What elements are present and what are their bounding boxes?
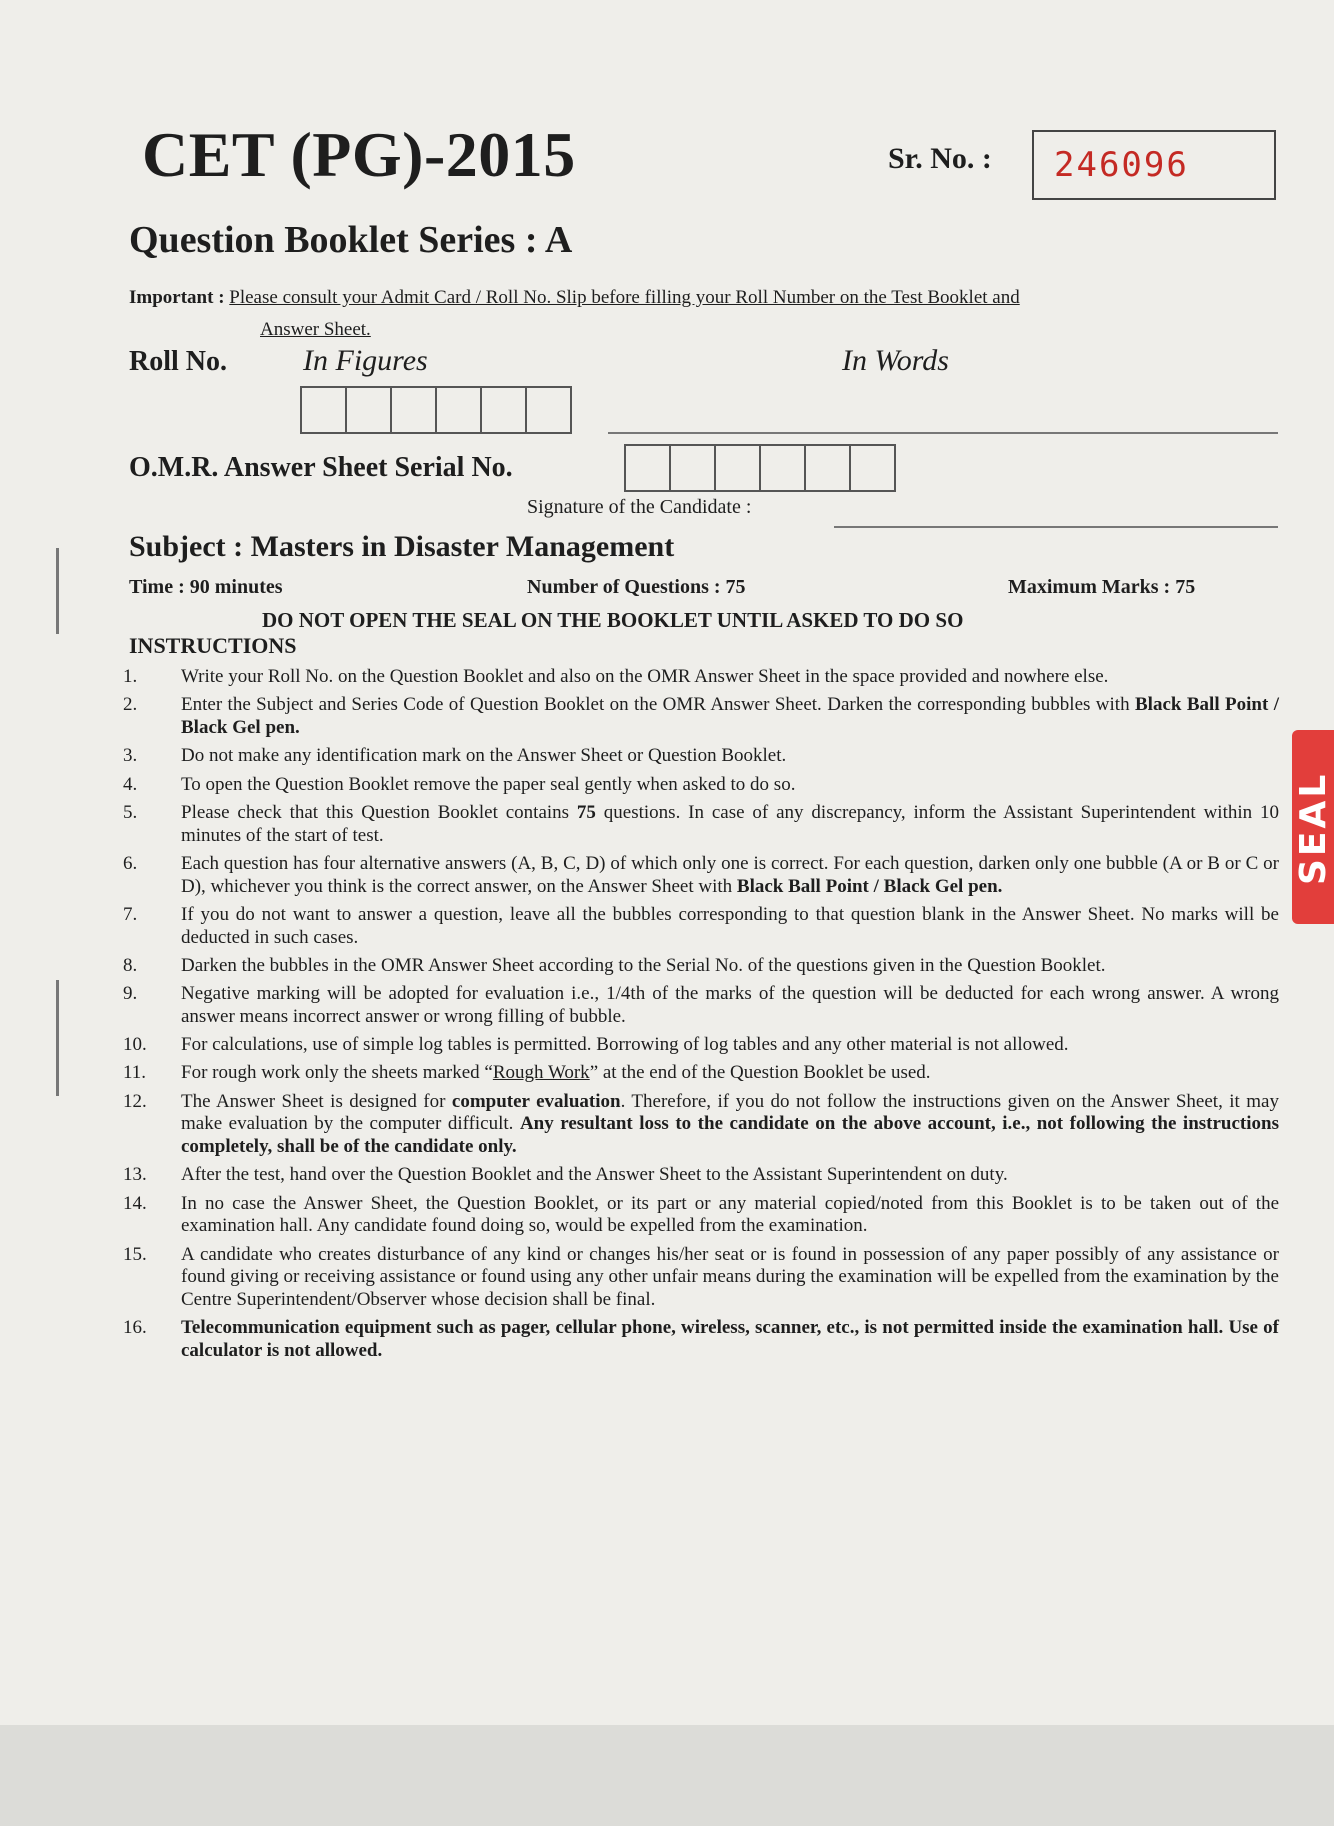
digit-box[interactable]	[345, 388, 390, 432]
instruction-text: To open the Question Booklet remove the paper seal gently when asked to do so.	[181, 773, 796, 795]
digit-box[interactable]	[759, 446, 804, 490]
exam-title: CET (PG)-2015	[142, 119, 576, 190]
instruction-item	[119, 694, 1279, 739]
instruction-number: 11.	[123, 1062, 147, 1084]
instruction-item	[119, 1062, 1279, 1085]
instruction-text: Darken the bubbles in the OMR Answer Sheet according to the Serial No. of the questions given in the Question Booklet.	[181, 954, 1106, 976]
serial-number-box: 246096	[1032, 130, 1276, 200]
instruction-number: 6.	[123, 852, 138, 874]
instruction-item	[119, 955, 1279, 978]
digit-box[interactable]	[302, 388, 345, 432]
instruction-text: For rough work only the sheets marked “Rough Work” at the end of the Question Booklet be used.	[181, 1062, 931, 1084]
instruction-text: After the test, hand over the Question Booklet and the Answer Sheet to the Assistant Superintendent on duty.	[181, 1164, 1008, 1186]
instruction-number: 10.	[123, 1034, 147, 1056]
instruction-number: 7.	[123, 903, 138, 925]
instruction-item	[119, 745, 1279, 768]
instruction-number: 16.	[123, 1317, 147, 1339]
roll-number-label: Roll No.	[129, 346, 227, 377]
instruction-number: 3.	[123, 745, 138, 767]
instruction-item	[119, 1317, 1279, 1362]
instruction-number: 14.	[123, 1192, 147, 1214]
important-note	[129, 282, 1279, 346]
instructions-list	[119, 666, 1279, 1368]
questions-info: Number of Questions : 75	[527, 576, 746, 598]
instruction-item	[119, 666, 1279, 689]
margin-mark	[56, 980, 59, 1096]
digit-box[interactable]	[390, 388, 435, 432]
roll-number-boxes[interactable]	[300, 386, 572, 434]
in-words-label: In Words	[842, 344, 949, 377]
signature-line[interactable]	[834, 526, 1278, 528]
instruction-number: 4.	[123, 773, 138, 795]
roll-in-words-line[interactable]	[608, 432, 1278, 434]
important-text-continued: Answer Sheet.	[260, 319, 371, 340]
instruction-number: 9.	[123, 983, 138, 1005]
seal-label: SEAL	[1293, 771, 1334, 885]
instruction-text: Negative marking will be adopted for evaluation i.e., 1/4th of the marks of the question will be deducted for each wrong answer. A wrong answer means incorrect answer or wrong filling of bubble.	[181, 983, 1279, 1027]
instruction-item	[119, 983, 1279, 1028]
digit-box[interactable]	[804, 446, 849, 490]
instruction-item	[119, 904, 1279, 949]
instruction-item	[119, 774, 1279, 797]
signature-label: Signature of the Candidate :	[527, 496, 752, 518]
seal-warning: DO NOT OPEN THE SEAL ON THE BOOKLET UNTIL ASKED TO DO SO	[262, 608, 964, 632]
digit-box[interactable]	[525, 388, 570, 432]
digit-box[interactable]	[669, 446, 714, 490]
instruction-text: Each question has four alternative answers (A, B, C, D) of which only one is correct. For each question, darken only one bubble (A or B or C or D), whichever you think is the correct answer, on the Answer Sheet with Black Ball Point / Black Gel pen.	[181, 852, 1279, 897]
marks-info: Maximum Marks : 75	[1008, 576, 1196, 598]
instruction-text: Do not make any identification mark on the Answer Sheet or Question Booklet.	[181, 745, 787, 767]
instruction-text: A candidate who creates disturbance of any kind or changes his/her seat or is found in possession of any paper possibly of any assistance or found giving or receiving assistance or found using any other unfair means during the examination will be expelled from the examination by the Centre Superintendent/Observer whose decision shall be final.	[181, 1243, 1279, 1311]
instruction-item	[119, 802, 1279, 847]
instruction-number: 5.	[123, 801, 138, 823]
instruction-number: 1.	[123, 666, 138, 687]
instruction-item	[119, 1193, 1279, 1238]
in-figures-label: In Figures	[303, 344, 428, 377]
instruction-text: Write your Roll No. on the Question Booklet and also on the OMR Answer Sheet in the space provided and nowhere else.	[181, 666, 1109, 687]
omr-serial-label: O.M.R. Answer Sheet Serial No.	[129, 452, 513, 483]
time-info: Time : 90 minutes	[129, 576, 283, 598]
instruction-item	[119, 853, 1279, 898]
instruction-number: 13.	[123, 1164, 147, 1186]
digit-box[interactable]	[626, 446, 669, 490]
instruction-text: Please check that this Question Booklet contains 75 questions. In case of any discrepancy, inform the Assistant Superintendent within 10 minutes of the start of test.	[181, 801, 1279, 846]
instruction-text: If you do not want to answer a question, leave all the bubbles corresponding to that question blank in the Answer Sheet. No marks will be deducted in such cases.	[181, 903, 1279, 948]
instruction-item	[119, 1244, 1279, 1312]
digit-box[interactable]	[480, 388, 525, 432]
digit-box[interactable]	[714, 446, 759, 490]
instruction-number: 12.	[123, 1090, 147, 1112]
instruction-text: The Answer Sheet is designed for computer evaluation. Therefore, if you do not follow the instructions given on the Answer Sheet, it may make evaluation by the computer difficult. Any resultant loss to the candidate on the above account, i.e., not following the instructions completely, shall be of the candidate only.	[181, 1090, 1279, 1158]
instruction-item	[119, 1164, 1279, 1187]
instruction-text: In no case the Answer Sheet, the Question Booklet, or its part or any material copied/noted from this Booklet is to be taken out of the examination hall. Any candidate found doing so, would be expelled from the examination.	[181, 1192, 1279, 1237]
important-label: Important :	[129, 287, 225, 308]
instruction-text: Enter the Subject and Series Code of Question Booklet on the OMR Answer Sheet. Darken the corresponding bubbles with Black Ball Point / Black Gel pen.	[181, 694, 1279, 738]
booklet-series: Question Booklet Series : A	[129, 219, 573, 261]
important-text: Please consult your Admit Card / Roll No. Slip before filling your Roll Number on the Test Booklet and	[229, 287, 1020, 308]
digit-box[interactable]	[435, 388, 480, 432]
instructions-heading: INSTRUCTIONS	[129, 633, 297, 658]
subject-heading: Subject : Masters in Disaster Management	[129, 530, 675, 563]
instruction-item	[119, 1091, 1279, 1159]
digit-box[interactable]	[849, 446, 894, 490]
scan-edge	[0, 1725, 1334, 1826]
instruction-number: 8.	[123, 954, 138, 976]
instruction-number: 15.	[123, 1243, 147, 1265]
omr-serial-boxes[interactable]	[624, 444, 896, 492]
instruction-text: Telecommunication equipment such as pager, cellular phone, wireless, scanner, etc., is not permitted inside the examination hall. Use of calculator is not allowed.	[181, 1317, 1279, 1362]
serial-number-label: Sr. No. :	[888, 142, 992, 175]
instruction-item	[119, 1034, 1279, 1057]
instruction-text: For calculations, use of simple log tables is permitted. Borrowing of log tables and any other material is not allowed.	[181, 1034, 1069, 1056]
margin-mark	[56, 548, 59, 634]
instruction-number: 2.	[123, 694, 138, 716]
